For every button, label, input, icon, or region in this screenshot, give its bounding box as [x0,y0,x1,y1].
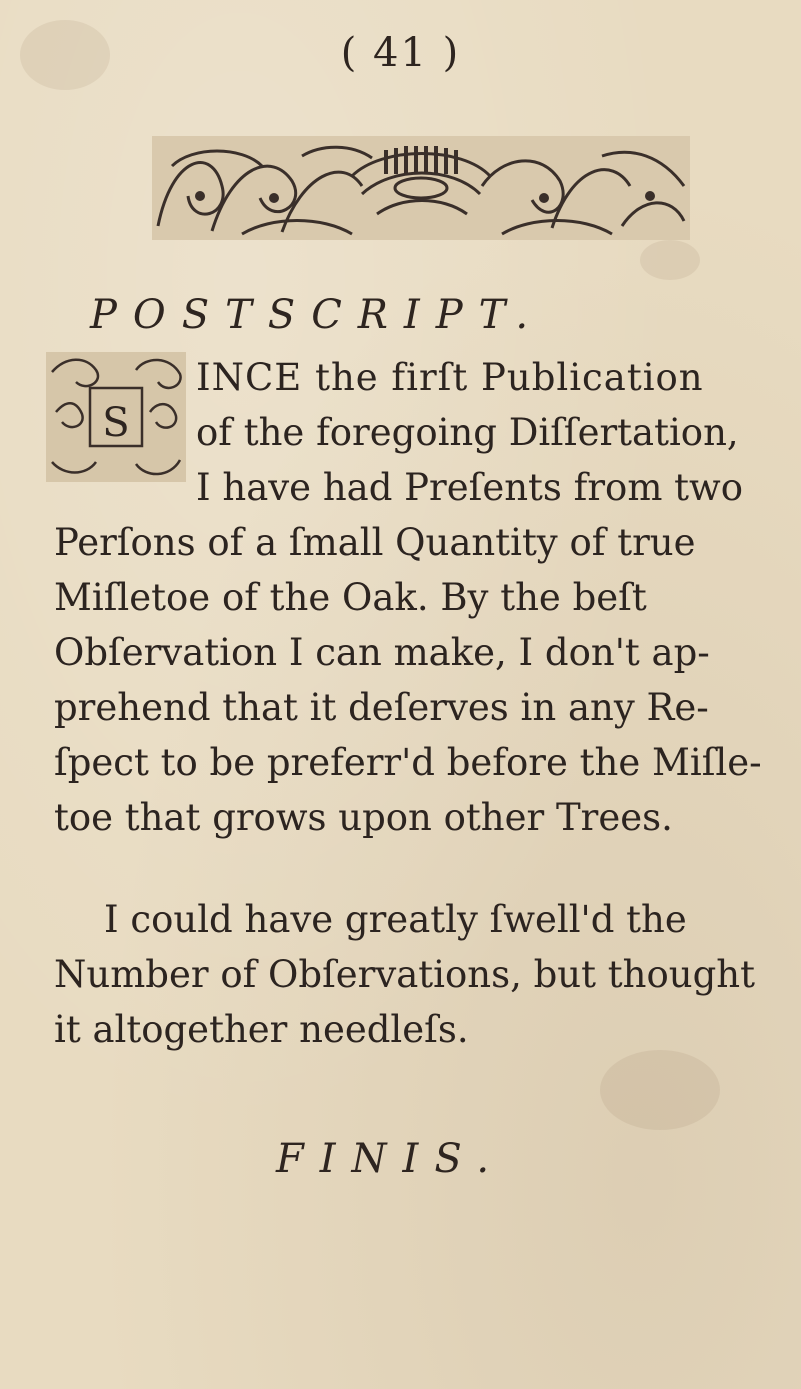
paragraph-line: Miſletoe of the Oak. By the beſt [54,576,647,619]
paragraph-line: it altogether needleſs. [54,1008,469,1051]
paragraph-line: INCE the firſt Publication [196,356,704,399]
paragraph-line: toe that grows upon other Trees. [54,796,673,839]
paragraph-line: Obſervation I can make, I don't ap- [54,631,710,674]
page-number: ( 41 ) [340,30,461,76]
paragraph-line: I have had Preſents from two [196,466,743,509]
paragraph-line: I could have greatly ſwell'd the [104,898,687,941]
paper-stain [640,240,700,280]
paragraph-line: Perſons of a ſmall Quantity of true [54,521,696,564]
finis-text: FINIS. [276,1136,506,1182]
paragraph-line: Number of Obſervations, but thought [54,953,755,996]
paragraph-line: ſpect to be preferr'd before the Miſle- [54,741,762,784]
postscript-heading: POSTSCRIPT. [90,292,545,338]
decorative-initial-s-icon [46,352,186,482]
headpiece-ornament-icon [152,136,690,240]
drop-cap-letter: S [102,400,130,446]
paragraph-line: of the foregoing Diſſertation, [196,411,739,454]
paper-stain [600,1050,720,1130]
paragraph-line: prehend that it deſerves in any Re- [54,686,709,729]
